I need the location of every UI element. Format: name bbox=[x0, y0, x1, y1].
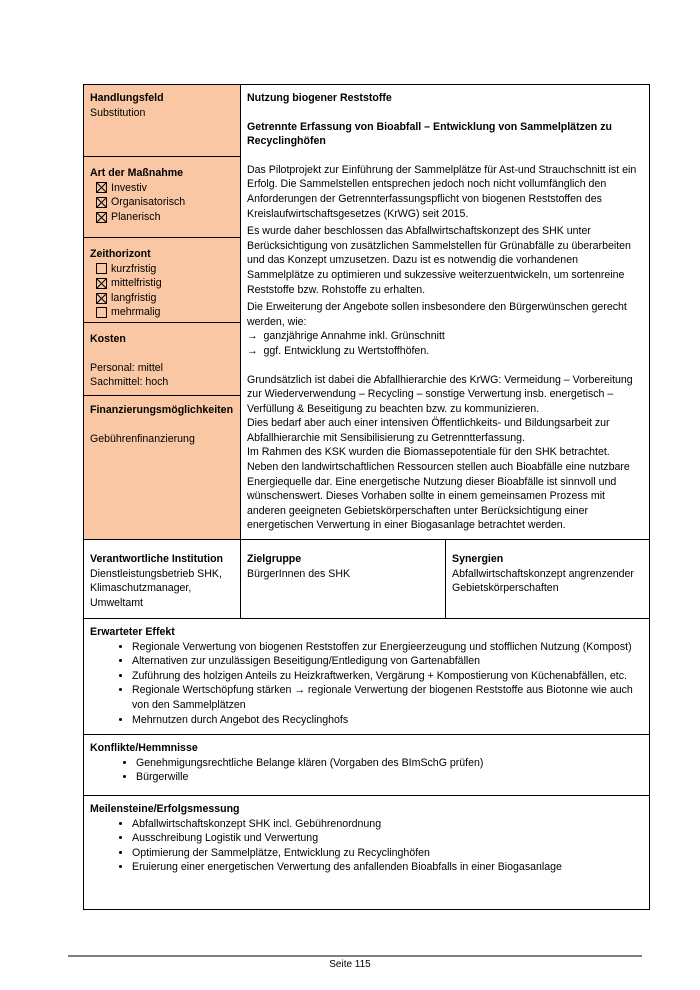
checkbox-kurzfristig[interactable] bbox=[96, 262, 234, 277]
checked-icon bbox=[96, 197, 107, 208]
kosten-title: Kosten bbox=[90, 333, 126, 345]
list-item: • Bürgerwille bbox=[136, 770, 643, 785]
description-paragraph: Es wurde daher beschlossen das Abfallwirtschaftskonzept des SHK unter Berücksichtigung von zusätzlichen Sammelstellen für Grünabfälle zu überarbeiten und das Konzept umzusetzen. Dazu ist es notwendig die vorhandenen Sammelplätze zu optimieren und sukzessive weiterzuentwickeln, um sortenreine Reststoffe bzw. Rohstoffe zu erhalten. bbox=[247, 225, 631, 296]
checkbox-label: Planerisch bbox=[111, 210, 161, 223]
arrow-right-icon: → bbox=[294, 684, 305, 697]
checked-icon bbox=[96, 293, 107, 304]
list-item: • Mehrnutzen durch Angebot des Recyclinghofs bbox=[132, 713, 643, 728]
checkbox-investiv[interactable] bbox=[96, 181, 234, 196]
list-item-text: Regionale Wertschöpfung stärken bbox=[132, 684, 292, 697]
checked-icon bbox=[96, 182, 107, 193]
list-item: • Optimierung der Sammelplätze, Entwicklung zu Recyclinghöfen bbox=[132, 846, 643, 861]
unchecked-icon bbox=[96, 263, 107, 274]
finanzierung-title: Finanzierungsmöglichkeiten bbox=[90, 404, 234, 416]
arrow-item-text: ganzjährige Annahme inkl. Grünschnitt bbox=[263, 330, 445, 343]
description-cell bbox=[240, 84, 650, 540]
description-paragraph: Im Rahmen des KSK wurden die Biomassepotentiale für den SHK betrachtet. bbox=[247, 446, 610, 459]
meilensteine-title: Meilensteine/Erfolgsmessung bbox=[90, 803, 240, 815]
verantwortliche-title: Verantwortliche Institution bbox=[90, 553, 224, 565]
handlungsfeld-title: Handlungsfeld bbox=[90, 92, 164, 104]
list-item: • Genehmigungsrechtliche Belange klären (Vorgaben des BImSchG prüfen) bbox=[136, 756, 643, 771]
checkbox-label: mittelfristig bbox=[111, 277, 162, 290]
synergien-title: Synergien bbox=[452, 553, 504, 565]
checkbox-label: langfristig bbox=[111, 291, 157, 304]
description-paragraph: Das Pilotprojekt zur Einführung der Sammelplätze für Ast-und Strauchschnitt ist ein Erfolg. Die Sammelstellen entsprechen jedoch noch nicht vollumfänglich den Anforderungen der Getrennterfassungspflicht von biogenen Reststoffen des Kreislaufwirtschaftsgesetzes (KrWG) seit 2015. bbox=[247, 163, 637, 220]
unchecked-icon bbox=[96, 307, 107, 318]
page-number: Seite 115 bbox=[329, 959, 371, 970]
verantwortliche-value: Dienstleistungsbetrieb SHK, Klimaschutzmanager, Umweltamt bbox=[90, 567, 222, 609]
synergien-cell bbox=[445, 539, 650, 619]
handlungsfeld-cell bbox=[83, 84, 241, 157]
konflikte-cell bbox=[83, 734, 650, 796]
list-item-text: regionale Verwertung der biogenen Reststoffe aus Biotonne wie auch von den Sammelplätzen bbox=[132, 684, 633, 711]
art-title: Art der Maßnahme bbox=[90, 167, 184, 179]
list-item: • Ausschreibung Logistik und Verwertung bbox=[132, 831, 643, 846]
description-paragraph: Neben den landwirtschaftlichen Ressourcen stellen auch Bioabfälle eine nutzbare Energiequelle dar. Eine energetische Nutzung dieser Bioabfälle ist sinnvoll und wünschenswert. Dieses Vorhaben sollte in einem gemeinsamen Prozess mit anderen geeigneten Gebietskörperschaften unter Berücksichtigung einer energetischen Verwertung in einer Biogasanlage betrachtet werden. bbox=[247, 461, 630, 532]
checkbox-organisatorisch[interactable] bbox=[96, 195, 234, 210]
zielgruppe-cell bbox=[240, 539, 446, 619]
kosten-personal: Personal: mittel bbox=[90, 361, 164, 374]
meilensteine-cell bbox=[83, 795, 650, 910]
list-item bbox=[132, 683, 643, 712]
arrow-item bbox=[247, 344, 643, 359]
list-item: • Zuführung des holzigen Anteils zu Heizkraftwerken, Vergärung + Kompostierung von Küchenabfällen, etc. bbox=[132, 669, 643, 684]
effekt-title: Erwarteter Effekt bbox=[90, 626, 175, 638]
measure-title: Nutzung biogener Reststoffe bbox=[247, 92, 392, 104]
verantwortliche-cell bbox=[83, 539, 241, 619]
footer-divider bbox=[68, 955, 642, 957]
checkbox-label: mehrmalig bbox=[111, 306, 161, 319]
checkbox-langfristig[interactable] bbox=[96, 291, 234, 306]
synergien-value: Abfallwirtschaftskonzept angrenzender Gebietskörperschaften bbox=[452, 567, 634, 595]
arrow-item bbox=[247, 329, 643, 344]
checked-icon bbox=[96, 278, 107, 289]
art-cell bbox=[83, 156, 241, 238]
description-paragraph: Grundsätzlich ist dabei die Abfallhierarchie des KrWG: Vermeidung – Vorbereitung zur Wiederverwendung – Recycling – sonstige Verwertung insb. energetisch – Verfüllung & Beseitigung zu beachten bzw. zu kommunizieren. bbox=[247, 373, 633, 415]
zeithorizont-cell bbox=[83, 237, 241, 323]
description-paragraph: Dies bedarf aber auch einer intensiven Öffentlichkeits- und Bildungsarbeit zur Abfallhierarchie mit Sensibilisierung zu Getrenntterfassung. bbox=[247, 417, 610, 444]
checkbox-planerisch[interactable] bbox=[96, 210, 234, 225]
handlungsfeld-value: Substitution bbox=[90, 106, 146, 119]
list-item: • Abfallwirtschaftskonzept SHK incl. Gebührenordnung bbox=[132, 817, 643, 832]
effekt-cell bbox=[83, 618, 650, 735]
arrow-item-text: ggf. Entwicklung zu Wertstoffhöfen. bbox=[263, 344, 430, 357]
arrow-right-icon: → bbox=[247, 330, 258, 343]
list-item: • Eruierung einer energetischen Verwertung des anfallenden Bioabfalls in einer Biogasanlage bbox=[132, 860, 643, 875]
checked-icon bbox=[96, 212, 107, 223]
checkbox-mittelfristig[interactable] bbox=[96, 276, 234, 291]
checkbox-label: Organisatorisch bbox=[111, 196, 186, 209]
checkbox-mehrmalig[interactable] bbox=[96, 305, 234, 320]
checkbox-label: kurzfristig bbox=[111, 262, 157, 275]
checkbox-label: Investiv bbox=[111, 181, 147, 194]
description-paragraph: Die Erweiterung der Angebote sollen insbesondere den Bürgerwünschen gerecht werden, wie: bbox=[247, 301, 627, 328]
list-item: • Regionale Verwertung von biogenen Reststoffen zur Energieerzeugung und stofflichen Nutzung (Kompost) bbox=[132, 640, 643, 655]
zielgruppe-value: BürgerInnen des SHK bbox=[247, 567, 351, 580]
finanzierung-cell bbox=[83, 395, 241, 540]
kosten-cell bbox=[83, 322, 241, 396]
zielgruppe-title: Zielgruppe bbox=[247, 553, 302, 565]
konflikte-title: Konflikte/Hemmnisse bbox=[90, 742, 198, 754]
measure-subtitle: Getrennte Erfassung von Bioabfall – Entwicklung von Sammelplätzen zu Recyclinghöfen bbox=[247, 120, 612, 148]
zeithorizont-title: Zeithorizont bbox=[90, 248, 151, 260]
arrow-right-icon: → bbox=[247, 344, 258, 357]
finanzierung-value: Gebührenfinanzierung bbox=[90, 432, 195, 445]
kosten-sachmittel: Sachmittel: hoch bbox=[90, 376, 169, 389]
list-item: • Alternativen zur unzulässigen Beseitigung/Entledigung von Gartenabfällen bbox=[132, 654, 643, 669]
